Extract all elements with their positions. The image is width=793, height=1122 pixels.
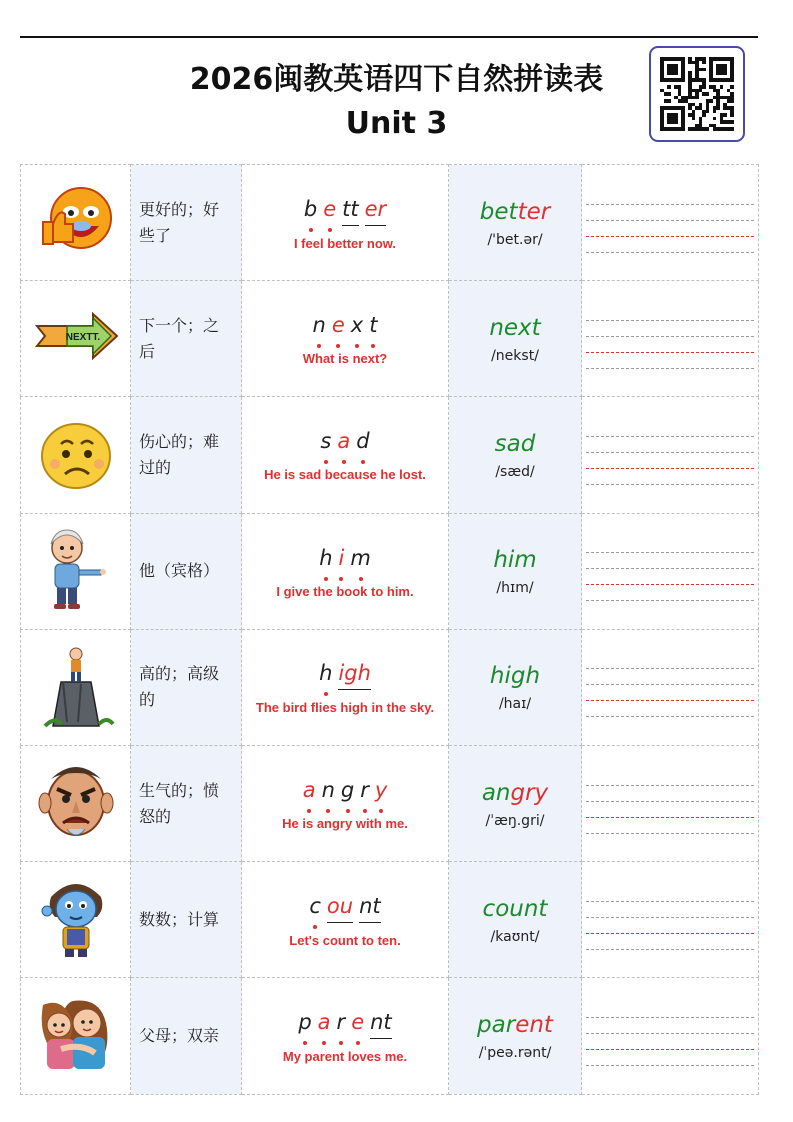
phonics-segment: a	[303, 776, 316, 806]
word-part: ent	[515, 1011, 553, 1038]
four-line-grid	[586, 648, 754, 726]
phonics-segment: g	[341, 776, 354, 806]
english-word	[449, 779, 581, 807]
writing-lines-cell[interactable]	[582, 513, 759, 629]
meaning-cell	[131, 978, 242, 1094]
thumbs-up-emoji-icon	[33, 178, 119, 264]
table-row	[21, 165, 759, 281]
phonics-segment: nt	[370, 1008, 392, 1039]
meaning-cell	[131, 745, 242, 861]
four-line-grid	[586, 416, 754, 494]
phonics-segment: m	[350, 544, 370, 574]
english-word	[449, 895, 581, 923]
angry-man-face-icon	[33, 759, 119, 845]
english-word	[449, 198, 581, 226]
four-line-grid	[586, 532, 754, 610]
picture-cell	[21, 513, 131, 629]
table-row	[21, 862, 759, 978]
word-cell	[449, 281, 582, 397]
word-part: ter	[517, 198, 551, 225]
four-line-grid	[586, 184, 754, 262]
word-part: bet	[479, 198, 518, 225]
example-sentence: Let's count to ten.	[289, 932, 401, 948]
example-sentence: What is next?	[302, 351, 388, 367]
phonics-segment: e	[332, 311, 345, 341]
phonics-segment: t	[369, 311, 377, 341]
svg-text:NEXTT.: NEXTT.	[65, 331, 100, 343]
phonics-word	[242, 427, 448, 457]
word-cell	[449, 862, 582, 978]
phonics-segment: e	[351, 1008, 364, 1038]
ipa-transcription: /ˈpeə.rənt/	[478, 1044, 552, 1061]
phonics-segment: b	[304, 195, 317, 225]
picture-cell	[21, 629, 131, 745]
example-sentence: I feel better now.	[293, 235, 397, 251]
ipa-transcription: /sæd/	[495, 463, 535, 480]
phonics-segment: h	[319, 544, 332, 574]
phonics-word	[242, 659, 448, 690]
example-sentence: He is angry with me.	[282, 816, 408, 832]
word-cell	[449, 978, 582, 1094]
ipa-transcription: /hɪm/	[496, 580, 534, 597]
four-line-grid	[586, 300, 754, 378]
phonics-cell	[242, 281, 449, 397]
parent-hugging-child-icon	[33, 991, 119, 1077]
writing-lines-cell[interactable]	[582, 165, 759, 281]
phonics-cell	[242, 629, 449, 745]
chinese-meaning: 父母；双亲	[139, 1025, 220, 1045]
phonics-word	[242, 544, 448, 574]
phonics-segment: e	[323, 195, 336, 225]
writing-lines-cell[interactable]	[582, 745, 759, 861]
word-part: an	[481, 779, 511, 806]
meaning-cell	[131, 281, 242, 397]
phonics-cell	[242, 745, 449, 861]
example-sentence: My parent loves me.	[282, 1048, 408, 1064]
table-row	[21, 629, 759, 745]
phonics-word	[242, 776, 448, 806]
old-man-pointing-icon	[33, 526, 119, 612]
word-part: him	[493, 547, 537, 574]
phonics-segment: nt	[359, 892, 381, 923]
example-sentence: I give the book to him.	[276, 583, 414, 599]
phonics-segment: i	[339, 544, 345, 574]
picture-cell	[21, 281, 131, 397]
phonics-cell	[242, 978, 449, 1094]
word-cell	[449, 397, 582, 513]
phonics-cell	[242, 397, 449, 513]
meaning-cell	[131, 513, 242, 629]
writing-lines-cell[interactable]	[582, 397, 759, 513]
phonics-word	[242, 892, 448, 923]
ipa-transcription: /nekst/	[491, 347, 539, 364]
page-title: 2026闽教英语四下自然拼读表	[189, 62, 604, 97]
table-row	[21, 397, 759, 513]
word-cell	[449, 629, 582, 745]
ipa-transcription: /'bet.ər/	[487, 231, 543, 248]
four-line-grid	[586, 765, 754, 843]
phonics-segment: r	[360, 776, 369, 806]
phonics-table	[20, 164, 759, 1095]
meaning-cell	[131, 862, 242, 978]
chinese-meaning: 高的；高级的	[139, 664, 220, 710]
qr-code-icon[interactable]	[649, 46, 745, 142]
phonics-segment: h	[319, 659, 332, 689]
phonics-word	[242, 195, 448, 226]
example-sentence: The bird flies high in the sky.	[255, 700, 435, 716]
table-row	[21, 978, 759, 1094]
writing-lines-cell[interactable]	[582, 978, 759, 1094]
english-word	[449, 546, 581, 574]
table-row	[21, 513, 759, 629]
phonics-segment: p	[298, 1008, 311, 1038]
word-part: high	[489, 663, 541, 690]
next-arrow-sign-icon	[33, 294, 119, 380]
word-cell	[449, 165, 582, 281]
meaning-cell	[131, 397, 242, 513]
word-cell	[449, 745, 582, 861]
english-word	[449, 314, 581, 342]
chinese-meaning: 伤心的；难过的	[139, 431, 220, 477]
meaning-cell	[131, 629, 242, 745]
picture-cell	[21, 397, 131, 513]
boy-on-tall-rock-icon	[33, 642, 119, 728]
chinese-meaning: 下一个；之后	[139, 315, 220, 361]
word-part: next	[489, 314, 541, 341]
phonics-cell	[242, 862, 449, 978]
phonics-segment: y	[375, 776, 387, 806]
word-part: gry	[510, 779, 549, 806]
example-sentence: He is sad because he lost.	[264, 467, 426, 483]
phonics-segment: a	[337, 427, 350, 457]
picture-cell	[21, 978, 131, 1094]
phonics-segment: tt	[342, 195, 358, 226]
phonics-word	[242, 1008, 448, 1039]
top-rule	[20, 36, 758, 38]
phonics-segment: r	[337, 1008, 346, 1038]
chinese-meaning: 数数；计算	[139, 909, 220, 929]
phonics-segment: s	[320, 427, 331, 457]
unit-title: Unit 3	[345, 106, 448, 141]
english-word	[449, 1011, 581, 1039]
phonics-cell	[242, 513, 449, 629]
writing-lines-cell[interactable]	[582, 862, 759, 978]
picture-cell	[21, 862, 131, 978]
four-line-grid	[586, 881, 754, 959]
table-row	[21, 745, 759, 861]
word-part: sad	[494, 430, 536, 457]
chinese-meaning: 生气的；愤怒的	[139, 780, 220, 826]
qr-code-grid	[660, 57, 734, 131]
four-line-grid	[586, 997, 754, 1075]
writing-lines-cell[interactable]	[582, 629, 759, 745]
english-word	[449, 430, 581, 458]
word-part: par	[477, 1011, 516, 1038]
blue-counting-kid-icon	[33, 875, 119, 961]
phonics-segment: er	[365, 195, 387, 226]
picture-cell	[21, 745, 131, 861]
word-part: count	[482, 895, 548, 922]
phonics-segment: n	[313, 311, 326, 341]
table-row	[21, 281, 759, 397]
ipa-transcription: /haɪ/	[498, 696, 532, 713]
phonics-segment: n	[322, 776, 335, 806]
meaning-cell	[131, 165, 242, 281]
word-cell	[449, 513, 582, 629]
picture-cell	[21, 165, 131, 281]
phonics-cell	[242, 165, 449, 281]
ipa-transcription: /ˈæŋ.gri/	[485, 812, 545, 829]
phonics-segment: c	[309, 892, 321, 922]
phonics-segment: d	[356, 427, 369, 457]
phonics-word	[242, 311, 448, 341]
writing-lines-cell[interactable]	[582, 281, 759, 397]
sad-face-emoji-icon	[33, 410, 119, 496]
chinese-meaning: 他（宾格）	[139, 561, 220, 581]
phonics-segment: x	[351, 311, 363, 341]
ipa-transcription: /kaʊnt/	[490, 928, 540, 945]
phonics-segment: igh	[338, 659, 370, 690]
phonics-segment: ou	[327, 892, 353, 923]
phonics-segment: a	[318, 1008, 331, 1038]
chinese-meaning: 更好的；好些了	[139, 199, 220, 245]
english-word	[449, 662, 581, 690]
